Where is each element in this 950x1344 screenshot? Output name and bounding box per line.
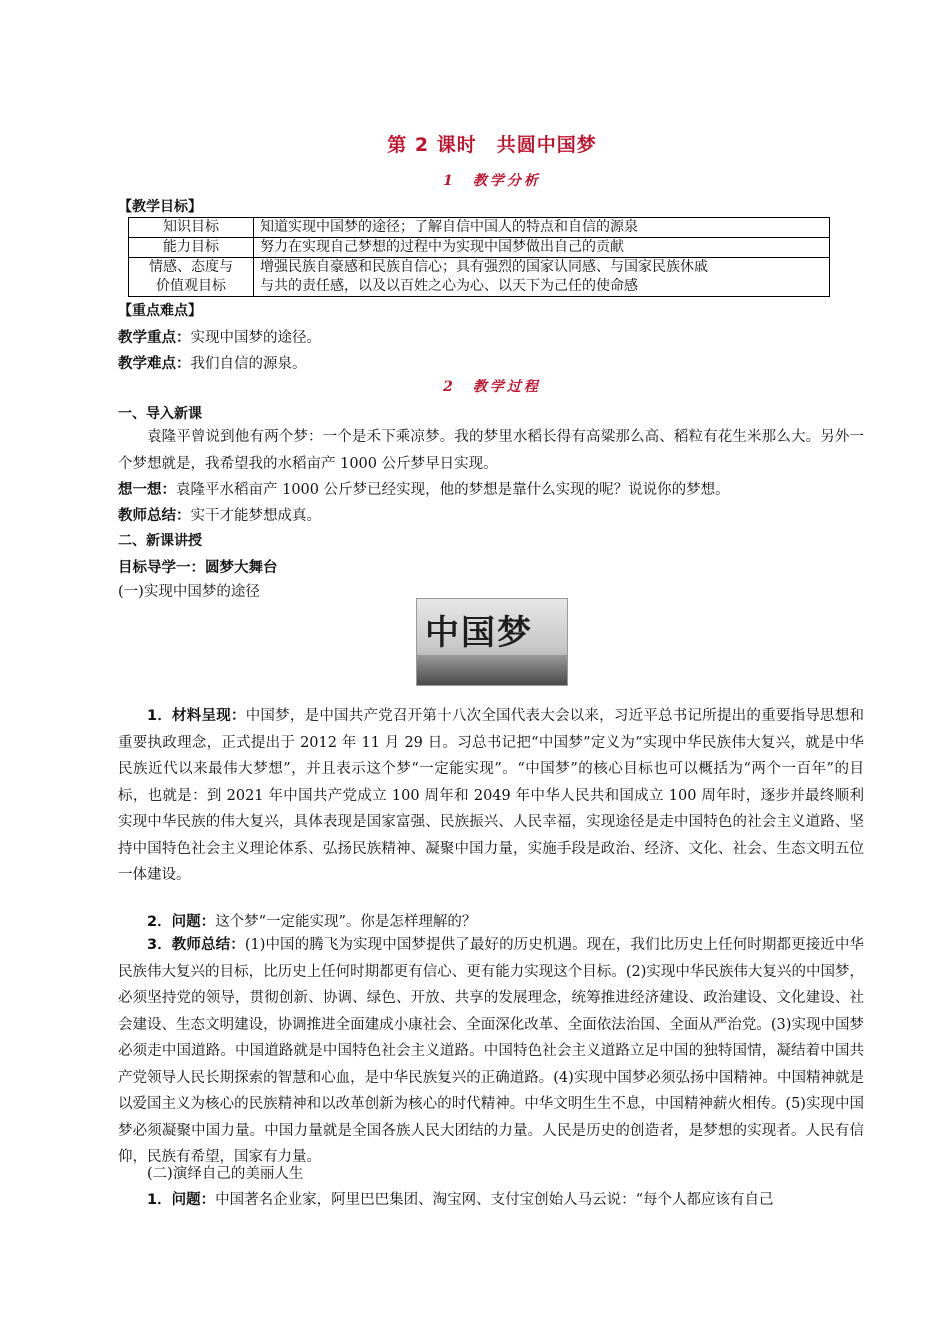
guide1-heading: 目标导学一：圆梦大舞台 (118, 560, 278, 576)
key-point-label: 教学重点： (118, 330, 191, 346)
key-point-text: 实现中国梦的途径。 (190, 330, 321, 346)
summary-text: (1)中国的腾飞为实现中国梦提供了最好的历史机遇。现在，我们比历史上任何时期都更接近中华民族伟大复兴的目标，比历史上任何时期都更有信心、更有能力实现这个目标。(2)实现中华民族伟大复兴的中国梦，必须坚持党的领导，贯彻创新、协调、绿色、开放、共享的发展理念，统筹推进经济建设、政治建设、文化建设、社会建设、生态文明建设，协调推进全面建成小康社会、全面深化改革、全面依法治国、全面从严治党。(3)实现中国梦必须走中国道路。中国道路就是中国特色社会主义道路。中国特色社会主义道路立足中国的独特国情，凝结着中国共产党领导人民长期探索的智慧和心血，是中华民族复兴的正确道路。(4)实现中国梦必须弘扬中国精神。中国精神就是以爱国主义为核心的民族精神和以改革创新为核心的时代精神。中华文明生生不息，中国精神薪火相传。(5)实现中国梦必须凝聚中国力量。中国力量就是全国各族人民大团结的力量。人民是历史的创造者，是梦想的实现者。人民有信仰，民族有希望，国家有力量。 (118, 937, 864, 1165)
teacher-text: 实干才能梦想成真。 (190, 508, 321, 524)
material-text: 中国梦，是中国共产党召开第十八次全国代表大会以来，习近平总书记所提出的重要指导思想和重要执政理念，正式提出于 2012 年 11 月 29 日。习总书记把“中国梦”定义为“实现中华民族伟大复兴，就是中华民族近代以来最伟大梦想”，并且表示这个梦“一定能实现”。“中国梦”的核心目标也可以概括为“两个一百年”的目标，也就是：到 2021 年中国共产党成立 100 周年和 2049 年中华人民共和国成立 100 周年时，逐步并最终顺利实现中华民族的伟大复兴，具体表现是国家富强、民族振兴、人民幸福，实现途径是走中国特色的社会主义道路、坚持中国特色社会主义理论体系、弘扬民族精神、凝聚中国力量，实施手段是政治、经济、文化、社会、生态文明五位一体建设。 (118, 708, 864, 883)
goal-value: 知道实现中国梦的途径；了解自信中国人的特点和自信的源泉 (254, 218, 830, 238)
goal-value-line: 增强民族自豪感和民族自信心；具有强烈的国家认同感、与国家民族休戚 (260, 259, 708, 275)
question2-line (118, 910, 476, 931)
intro-paragraph: 袁隆平曾说到他有两个梦：一个是禾下乘凉梦。我的梦里水稻长得有高粱那么高、稻粒有花生米那么大。另外一个梦想就是，我希望我的水稻亩产 1000 公斤梦早日实现。 (118, 429, 864, 472)
goal-value-line: 与共的责任感，以及以百姓之心为心、以天下为己任的使命感 (260, 278, 638, 294)
image-caption: 中国梦 (425, 613, 533, 653)
goal-value (254, 258, 830, 297)
goal-key-line: 情感、态度与 (149, 259, 233, 275)
think-text: 袁隆平水稻亩产 1000 公斤梦已经实现，他的梦想是靠什么实现的呢？说说你的梦想。 (176, 482, 730, 498)
question4-text: 中国著名企业家，阿里巴巴集团、淘宝网、支付宝创始人马云说：“每个人都应该有自己 (215, 1192, 774, 1208)
part2-heading: 二、新课讲授 (118, 533, 202, 549)
teacher-line (118, 504, 321, 525)
goal-key-line: 价值观目标 (156, 278, 226, 294)
sub1-heading: (一)实现中国梦的途径 (118, 584, 260, 600)
difficulty-label: 教学难点： (118, 356, 191, 372)
table-row (129, 258, 830, 297)
china-dream-image (416, 598, 568, 686)
difficulty-line (118, 352, 307, 373)
section-heading-process: 2 教学过程 (443, 379, 541, 395)
teacher-label: 教师总结： (118, 508, 191, 524)
think-label: 想一想： (118, 482, 176, 498)
key-point-line (118, 326, 321, 347)
table-row (129, 238, 830, 258)
material-paragraph (118, 703, 864, 889)
great-wall-graphic (417, 655, 567, 685)
section-heading-analysis: 1 教学分析 (443, 173, 541, 189)
difficulty-text: 我们自信的源泉。 (190, 356, 307, 372)
lesson-title: 第 2 课时 共圆中国梦 (387, 134, 597, 156)
question2-text: 这个梦“一定能实现”。你是怎样理解的？ (215, 914, 477, 930)
goals-label: 【教学目标】 (118, 199, 202, 215)
goal-key (129, 258, 254, 297)
think-line (118, 478, 730, 499)
summary-label: 3．教师总结： (147, 937, 245, 953)
summary-paragraph (118, 932, 864, 1171)
question2-label: 2．问题： (147, 914, 216, 930)
sub2-heading: (二)演绎自己的美丽人生 (147, 1166, 304, 1182)
table-row (129, 218, 830, 238)
key-points-label: 【重点难点】 (118, 303, 202, 319)
goal-key: 知识目标 (129, 218, 254, 238)
part1-heading: 一、导入新课 (118, 406, 202, 422)
goals-table (128, 217, 830, 297)
question4-label: 1．问题： (147, 1192, 216, 1208)
material-label: 1．材料呈现： (147, 708, 246, 724)
goal-value: 努力在实现自己梦想的过程中为实现中国梦做出自己的贡献 (254, 238, 830, 258)
question4-line (118, 1188, 774, 1209)
goal-key: 能力目标 (129, 238, 254, 258)
